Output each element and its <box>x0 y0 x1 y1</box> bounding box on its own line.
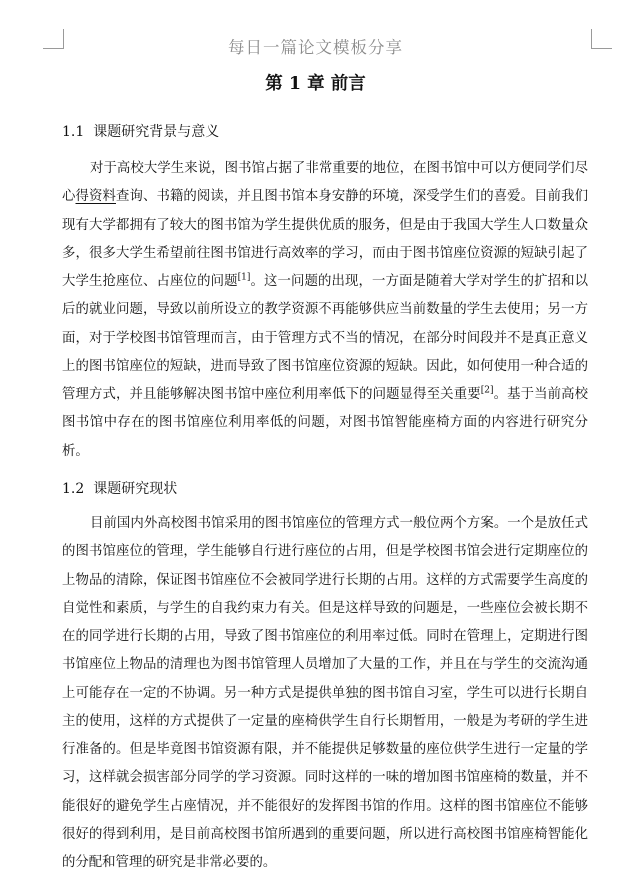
paragraph-text: 。基于当前高校图书馆中存在的图书馆座位利用率低的问题，对图书馆智能座椅方面的内容进行研究分析。 <box>62 387 588 459</box>
chapter-title: 第 1 章 前言 <box>265 74 366 94</box>
underlined-text: 得资料 <box>75 189 116 205</box>
section-1-1-paragraph <box>62 155 588 466</box>
section-heading-1-2 <box>62 478 177 498</box>
section-title: 课题研究现状 <box>93 481 178 497</box>
citation-1: [1] <box>237 272 251 283</box>
section-1-2-paragraph: 目前国内外高校图书馆采用的图书馆座位的管理方式一般位两个方案。一个是放任式的图书馆座位的管理，学生能够自行进行座位的占用，但是学校图书馆会进行定期座位的上物品的清除，保证图书馆座位不会被同学进行长期的占用。这样的方式需要学生高度的自觉性和素质，与学生的自我约束力有关。但是这样导致的问题是，一些座位会被长期不在的同学进行长期的占用，导致了图书馆座位的利用率过低。同时在管理上，定期进行图书馆座位上物品的清理也为图书馆管理人员增加了大量的工作，并且在与学生的交流沟通上可能存在一定的不协调。另一种方式是提供单独的图书馆自习室，学生可以进行长期自主的使用，这样的方式提供了一定量的座椅供学生自行长期暂用，一般是为考研的学生进行准备的。但是毕竟图书馆资源有限，并不能提供足够数量的座位供学生进行一定量的学习，这样就会损害部分同学的学习资源。同时这样的一味的增加图书馆座椅的数量，并不能很好的避免学生占座情况，并不能很好的发挥图书馆的作用。这样的图书馆座位不能够很好的得到利用，是目前高校图书馆所遇到的重要问题，所以进行高校图书馆座椅智能化的分配和管理的研究是非常必要的。 <box>62 516 588 870</box>
section-number: 1.2 <box>62 481 85 497</box>
paragraph-text: 对于高校大学生来说，图书馆占据了非常重要的地位，在图书馆中可以方便同学们尽心 <box>62 161 588 205</box>
citation-2: [2] <box>480 385 494 396</box>
section-number: 1.1 <box>62 124 85 140</box>
section-heading-1-1 <box>62 121 219 141</box>
running-header: 每日一篇论文模板分享 <box>228 38 403 57</box>
section-title: 课题研究背景与意义 <box>93 124 220 140</box>
paragraph-text: 。这一问题的出现，一方面是随着大学对学生的扩招和以后的就业问题，导致以前所设立的教学资源不再能够供应当前数量的学生去使用；另一方面，对于学校图书馆管理而言，由于管理方式不当的情况，在部分时间段并不是真正意义上的图书馆座位的短缺，进而导致了图书馆座位资源的短缺。因此，如何使用一种合适的管理方式，并且能够解决图书馆中座位利用率低下的问题显得至关重要 <box>62 274 589 402</box>
paragraph-text: 查询、书籍的阅读，并且图书馆本身安静的环境，深受学生们的喜爱。目前我们现有大学都拥有了较大的图书馆为学生提供优质的服务，但是由于我国大学生人口数量众多，很多大学生希望前往图书馆进行高效率的学习，而由于图书馆座位资源的短缺引起了大学生抢座位、占座位的问题 <box>62 189 589 289</box>
